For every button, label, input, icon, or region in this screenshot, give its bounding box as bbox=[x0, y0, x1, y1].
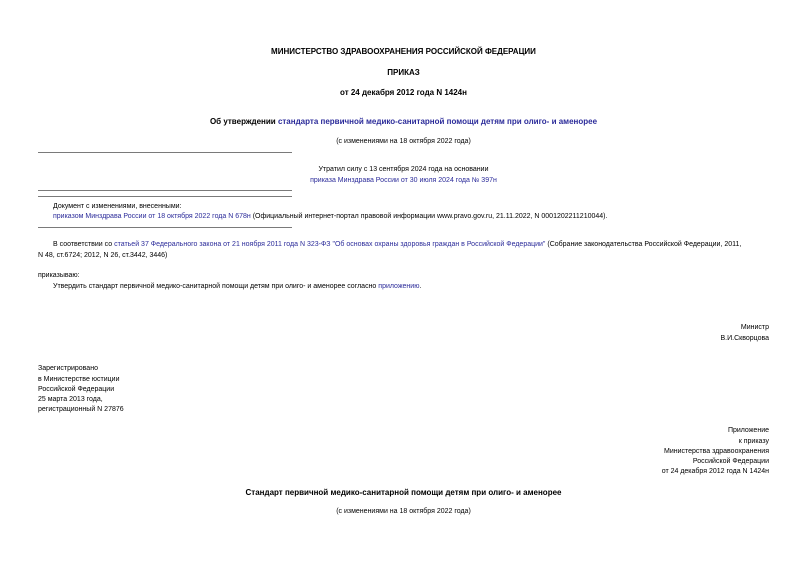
approve-paragraph bbox=[53, 282, 421, 291]
appendix-line: Российской Федерации bbox=[692, 458, 769, 465]
standard-title: Стандарт первичной медико-санитарной помощи детям при олиго- и аменорее bbox=[245, 488, 562, 497]
signature-position: Министр bbox=[740, 324, 769, 331]
basis-source: (Собрание законодательства Российской Федерации, 2011, bbox=[545, 241, 742, 248]
basis-paragraph-continued: N 48, ст.6724; 2012, N 26, ст.3442, 3446) bbox=[38, 252, 168, 259]
registration-line: 25 марта 2013 года, bbox=[38, 396, 103, 403]
doc-type-heading: ПРИКАЗ bbox=[387, 68, 420, 77]
order-title bbox=[0, 117, 807, 127]
basis-prefix: В соответствии со bbox=[53, 241, 115, 248]
order-word: приказываю: bbox=[38, 272, 80, 279]
registration-line: в Министерстве юстиции bbox=[38, 376, 120, 383]
changes-label: Документ с изменениями, внесенными: bbox=[53, 203, 182, 210]
amended-note: (с изменениями на 18 октября 2022 года) bbox=[336, 138, 471, 145]
registration-line: Российской Федерации bbox=[38, 386, 115, 393]
appendix-link[interactable]: приложению bbox=[378, 283, 420, 290]
registration-line: Зарегистрировано bbox=[38, 365, 98, 372]
order-date-number: от 24 декабря 2012 года N 1424н bbox=[340, 88, 467, 97]
expired-order-link[interactable]: приказа Минздрава России от 30 июля 2024 года № 397н bbox=[310, 177, 497, 184]
federal-law-link[interactable]: статьей 37 Федерального закона от 21 ноября 2011 года N 323-ФЗ "Об основах охраны здоровья граждан в Российской Федерации" bbox=[114, 241, 546, 248]
appendix-line: Министерства здравоохранения bbox=[664, 448, 769, 455]
appendix-line: Приложение bbox=[727, 427, 769, 434]
appendix-line: от 24 декабря 2012 года N 1424н bbox=[661, 468, 769, 475]
ministry-heading: МИНИСТЕРСТВО ЗДРАВООХРАНЕНИЯ РОССИЙСКОЙ ФЕДЕРАЦИИ bbox=[271, 47, 536, 56]
divider bbox=[38, 196, 292, 197]
basis-paragraph bbox=[53, 240, 741, 249]
order-title-prefix: Об утверждении bbox=[209, 117, 278, 126]
divider bbox=[38, 152, 292, 153]
changes-order-link[interactable]: приказом Минздрава России от 18 октября 2022 года N 678н bbox=[53, 213, 251, 220]
divider bbox=[38, 227, 292, 228]
divider bbox=[38, 190, 292, 191]
expired-note: Утратил силу с 13 сентября 2024 года на основании bbox=[318, 166, 489, 173]
appendix-line: к приказу bbox=[738, 438, 769, 445]
changes-source: (Официальный интернет-портал правовой информации www.pravo.gov.ru, 21.11.2022, N 0001202211210044). bbox=[250, 213, 608, 220]
changes-line bbox=[53, 212, 607, 221]
registration-line: регистрационный N 27876 bbox=[38, 406, 124, 413]
signature-name: В.И.Скворцова bbox=[720, 335, 769, 342]
approve-suffix: . bbox=[419, 283, 422, 290]
order-title-link[interactable]: стандарта первичной медико-санитарной помощи детям при олиго- и аменорее bbox=[277, 117, 598, 126]
approve-text: Утвердить стандарт первичной медико-санитарной помощи детям при олиго- и аменорее согласно bbox=[53, 283, 379, 290]
standard-amended-note: (с изменениями на 18 октября 2022 года) bbox=[336, 508, 471, 515]
